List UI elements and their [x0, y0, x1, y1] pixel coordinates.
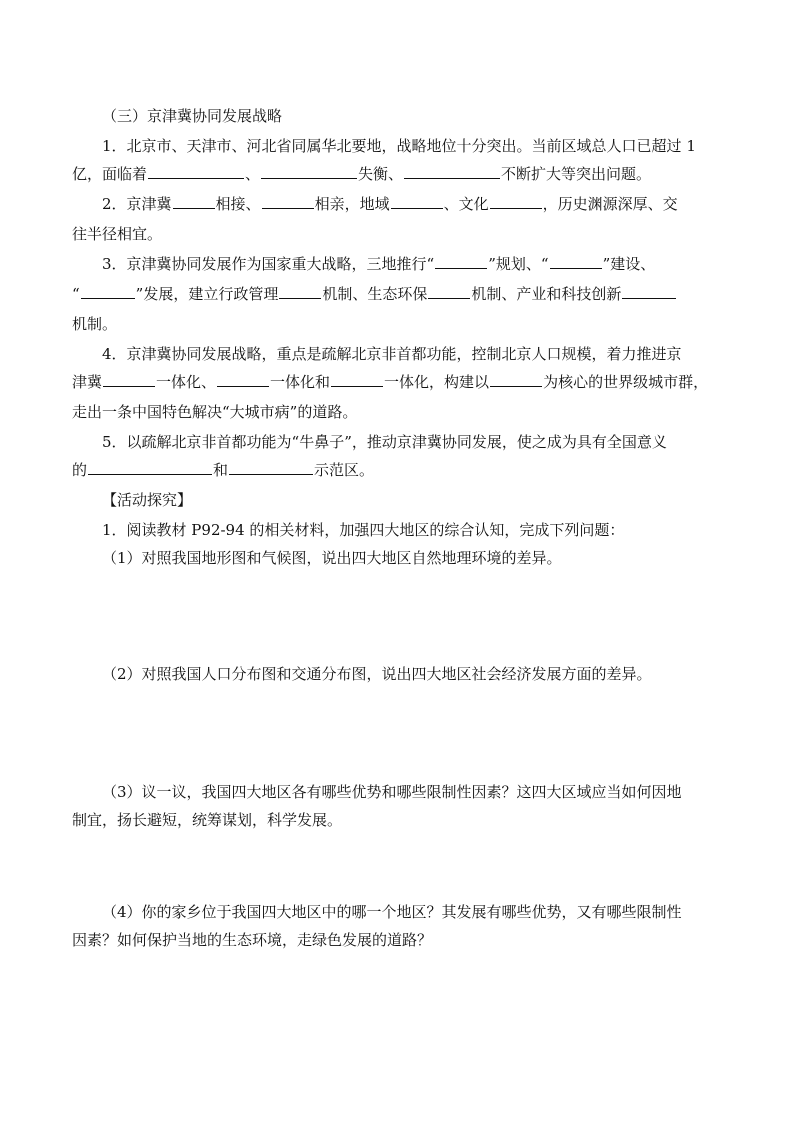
question-1-1: （1）对照我国地形图和气候图，说出四大地区自然地理环境的差异。 — [102, 549, 562, 567]
question-1-2: （2）对照我国人口分布图和交通分布图，说出四大地区社会经济发展方面的差异。 — [102, 665, 652, 683]
p3-line-3: 机制。 — [72, 315, 118, 333]
p3-text-3: ”建设、 — [602, 255, 656, 273]
p1-line-1: 1．北京市、天津市、河北省同属华北要地，战略地位十分突出。当前区域总人口已超过 1 — [102, 137, 696, 155]
p1-text-2: 、 — [245, 165, 261, 183]
fill-blank[interactable] — [173, 194, 215, 209]
question-1-4-line-1: （4）你的家乡位于我国四大地区中的哪一个地区？其发展有哪些优势，又有哪些限制性 — [102, 903, 682, 921]
question-1-3-line-1: （3）议一议，我国四大地区各有哪些优势和哪些限制性因素？这四大区域应当如何因地 — [102, 783, 682, 801]
p4-text-2: 一体化、 — [156, 373, 217, 391]
fill-blank[interactable] — [391, 194, 443, 209]
p4-text-1: 津冀 — [72, 373, 103, 391]
p3-line-2 — [72, 284, 677, 304]
p4-text-4: 一体化，构建以 — [384, 373, 490, 391]
question-1-3-line-2: 制宜，扬长避短，统筹谋划，科学发展。 — [72, 811, 343, 829]
section-title: （三）京津冀协同发展战略 — [102, 107, 283, 125]
question-1: 1．阅读教材 P92-94 的相关材料，加强四大地区的综合认知，完成下列问题： — [102, 521, 625, 539]
p2-text-3: 相亲，地域 — [314, 195, 390, 213]
fill-blank[interactable] — [229, 460, 313, 475]
fill-blank[interactable] — [103, 372, 155, 387]
fill-blank[interactable] — [261, 164, 357, 179]
p3-text-7: 机制、产业和科技创新 — [471, 285, 622, 303]
question-1-4-line-2: 因素？如何保护当地的生态环境，走绿色发展的道路？ — [72, 931, 433, 949]
p4-text-5: 为核心的世界级城市群， — [543, 373, 709, 391]
fill-blank[interactable] — [622, 284, 676, 299]
p3-text-1: 3．京津冀协同发展作为国家重大战略，三地推行“ — [102, 255, 435, 273]
p2-text-2: 相接、 — [215, 195, 261, 213]
fill-blank[interactable] — [490, 372, 542, 387]
p5-line-1: 5．以疏解北京非首都功能为“牛鼻子”，推动京津冀协同发展，使之成为具有全国意义 — [102, 433, 667, 451]
p5-text-1: 的 — [72, 461, 88, 479]
fill-blank[interactable] — [262, 194, 314, 209]
p3-text-6: 机制、生态环保 — [322, 285, 428, 303]
fill-blank[interactable] — [435, 254, 487, 269]
activity-title: 【活动探究】 — [102, 491, 193, 509]
p3-line-1 — [102, 254, 655, 274]
p1-text-1: 亿，面临着 — [72, 165, 148, 183]
fill-blank[interactable] — [404, 164, 500, 179]
p5-text-2: 和 — [213, 461, 229, 479]
p3-text-2: ”规划、“ — [488, 255, 549, 273]
p3-text-5: ”发展，建立行政管理 — [135, 285, 279, 303]
fill-blank[interactable] — [490, 194, 542, 209]
p5-line-2 — [72, 460, 374, 480]
p2-line-1 — [102, 194, 678, 214]
p2-text-4: 、文化 — [443, 195, 489, 213]
fill-blank[interactable] — [217, 372, 269, 387]
p2-text-1: 2．京津冀 — [102, 195, 172, 213]
fill-blank[interactable] — [331, 372, 383, 387]
p2-text-5: ，历史渊源深厚、交 — [542, 195, 678, 213]
p4-line-1: 4．京津冀协同发展战略，重点是疏解北京非首都功能，控制北京人口规模，着力推进京 — [102, 345, 682, 363]
fill-blank[interactable] — [550, 254, 602, 269]
fill-blank[interactable] — [428, 284, 470, 299]
fill-blank[interactable] — [279, 284, 321, 299]
fill-blank[interactable] — [148, 164, 244, 179]
p4-line-2 — [72, 372, 708, 392]
fill-blank[interactable] — [88, 460, 212, 475]
p3-text-4: “ — [72, 285, 80, 303]
p1-text-3: 失衡、 — [358, 165, 404, 183]
p4-text-3: 一体化和 — [270, 373, 331, 391]
p2-line-2: 往半径相宜。 — [72, 225, 163, 243]
p4-line-3: 走出一条中国特色解决“大城市病”的道路。 — [72, 403, 358, 421]
p1-line-2 — [72, 164, 651, 184]
fill-blank[interactable] — [81, 284, 135, 299]
p1-text-4: 不断扩大等突出问题。 — [501, 165, 652, 183]
p5-text-3: 示范区。 — [314, 461, 375, 479]
